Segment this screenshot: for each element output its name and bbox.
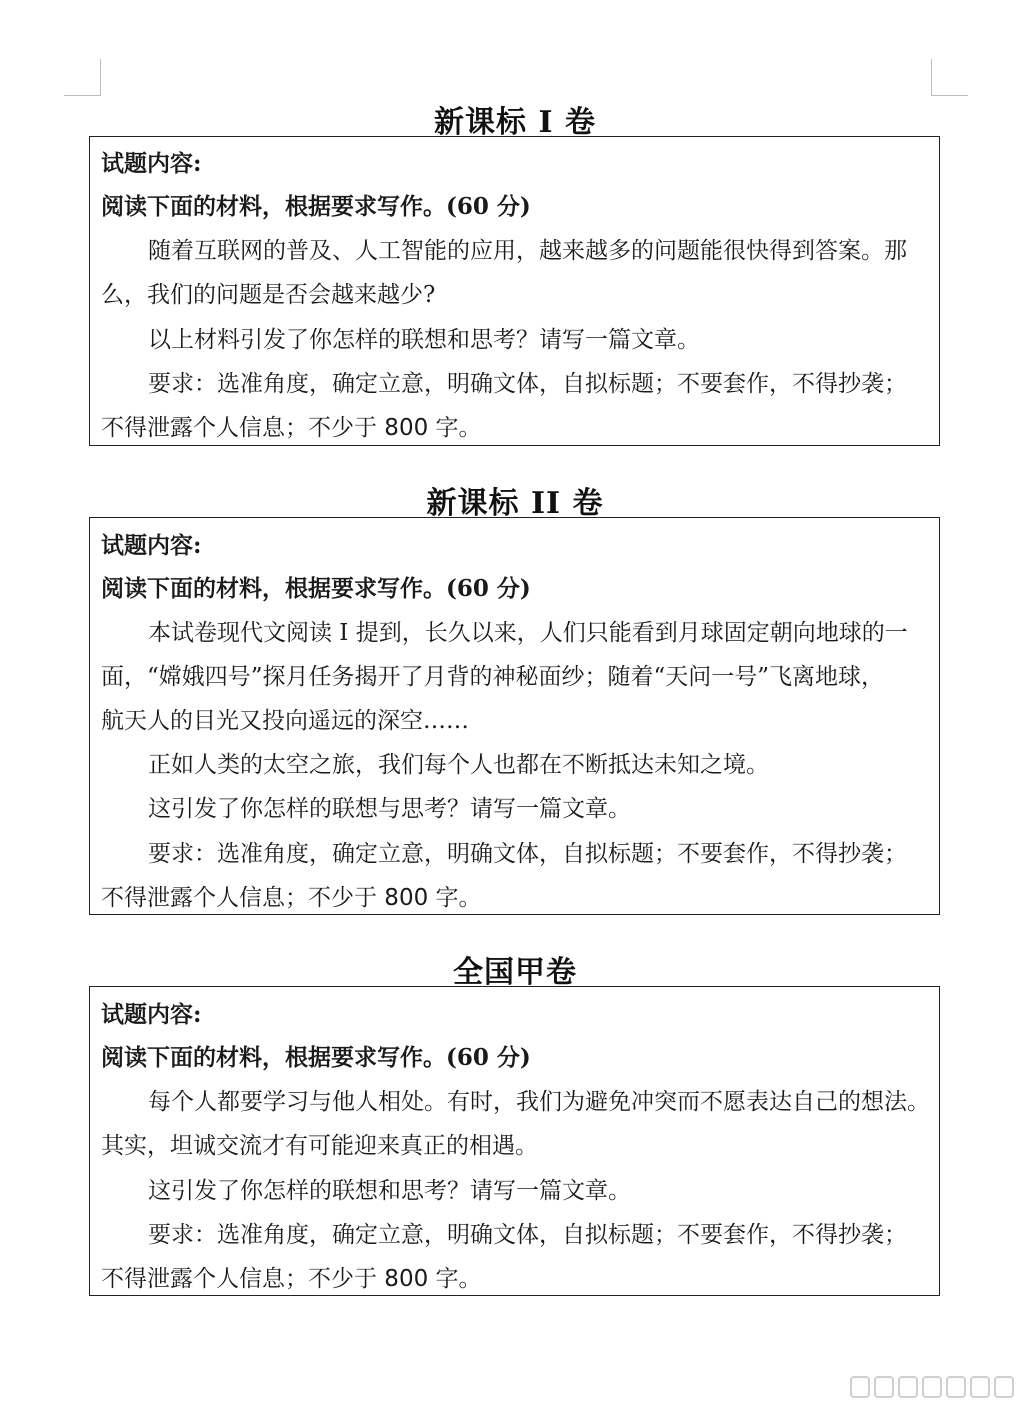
watermark-logo bbox=[849, 1372, 1019, 1402]
requirement-line: 不得泄露个人信息；不少于 800 字。 bbox=[101, 415, 482, 441]
prompt-line: 这引发了你怎样的联想和思考？请写一篇文章。 bbox=[148, 1178, 631, 1204]
content-label: 试题内容: bbox=[101, 532, 202, 559]
requirement-line: 要求：选准角度，确定立意，明确文体，自拟标题；不要套作，不得抄袭； bbox=[148, 1222, 907, 1248]
material-line: 正如人类的太空之旅，我们每个人也都在不断抵达未知之境。 bbox=[148, 752, 769, 778]
instruction-line: 阅读下面的材料，根据要求写作。(60 分) bbox=[101, 1044, 531, 1071]
section-title-2: 新课标 II 卷 bbox=[426, 486, 604, 521]
content-label: 试题内容: bbox=[101, 150, 202, 177]
crop-mark-top-right bbox=[931, 59, 968, 96]
section-title-1: 新课标 I 卷 bbox=[434, 105, 596, 140]
prompt-line: 这引发了你怎样的联想与思考？请写一篇文章。 bbox=[148, 796, 631, 822]
requirement-line: 要求：选准角度，确定立意，明确文体，自拟标题；不要套作，不得抄袭； bbox=[148, 841, 907, 867]
requirement-line: 不得泄露个人信息；不少于 800 字。 bbox=[101, 885, 482, 911]
prompt-line: 以上材料引发了你怎样的联想和思考？请写一篇文章。 bbox=[148, 327, 700, 353]
instruction-line: 阅读下面的材料，根据要求写作。(60 分) bbox=[101, 193, 531, 220]
question-box-3 bbox=[89, 986, 940, 1296]
material-line: 面，“嫦娥四号”探月任务揭开了月背的神秘面纱；随着“天问一号”飞离地球， bbox=[101, 664, 885, 690]
requirement-line: 要求：选准角度，确定立意，明确文体，自拟标题；不要套作，不得抄袭； bbox=[148, 371, 907, 397]
question-box-2 bbox=[89, 517, 940, 915]
content-label: 试题内容: bbox=[101, 1001, 202, 1028]
instruction-line: 阅读下面的材料，根据要求写作。(60 分) bbox=[101, 575, 531, 602]
material-line: 本试卷现代文阅读 I 提到，长久以来，人们只能看到月球固定朝向地球的一 bbox=[148, 620, 908, 646]
requirement-line: 不得泄露个人信息；不少于 800 字。 bbox=[101, 1266, 482, 1292]
material-line: 么，我们的问题是否会越来越少? bbox=[101, 282, 436, 308]
section-title-3: 全国甲卷 bbox=[453, 955, 577, 990]
material-line: 随着互联网的普及、人工智能的应用，越来越多的问题能很快得到答案。那 bbox=[148, 238, 907, 264]
material-line: 其实，坦诚交流才有可能迎来真正的相遇。 bbox=[101, 1133, 538, 1159]
material-line: 每个人都要学习与他人相处。有时，我们为避免冲突而不愿表达自己的想法。 bbox=[148, 1089, 930, 1115]
question-box-1 bbox=[89, 136, 940, 446]
material-line: 航天人的目光又投向遥远的深空…… bbox=[101, 708, 469, 734]
crop-mark-top-left bbox=[64, 59, 101, 96]
